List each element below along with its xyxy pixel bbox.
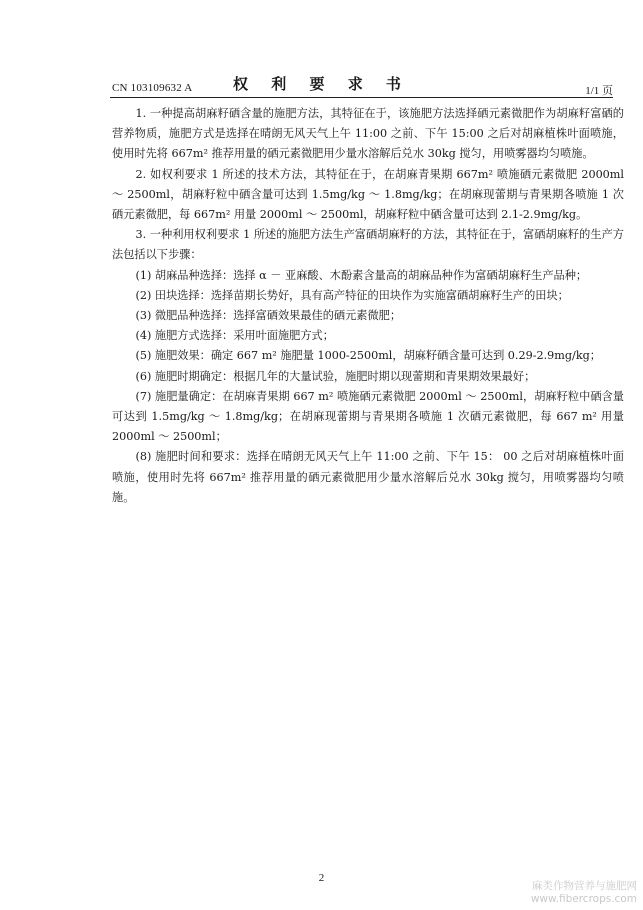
claim-3-step-2: (2) 田块选择：选择苗期长势好，具有高产特征的田块作为实施富硒胡麻籽生产的田块； [135,288,569,302]
claim-3-step-3: (3) 微肥品种选择：选择富硒效果最佳的硒元素微肥； [135,309,402,323]
claim-3-step-6: (6) 施肥时期确定：根据几年的大量试验，施肥时期以现蕾期和青果期效果最好； [135,369,536,383]
patent-number: CN 103109632 A [112,82,193,94]
claim-1: 1. 一种提高胡麻籽硒含量的施肥方法，其特征在于，该施肥方法选择硒元素微肥作为胡麻籽富硒的营养物质，施肥方式是选择在晴朗无风天气上午 11:00 之前、下午 15:00 之后对胡麻植株叶面喷施，使用时先将 667m² 推荐用量的硒元素微肥用少量水溶解后兑水 30kg 搅匀，用喷雾器均匀喷施。 [112,107,624,161]
page-header [0,0,643,100]
page-number: 2 [318,872,325,884]
header-divider [110,97,613,98]
site-watermark [531,880,637,906]
page-title: 权 利 要 求 书 [233,75,410,93]
page-count: 1/1 页 [585,85,613,97]
claim-3-step-1: (1) 胡麻品种选择：选择 α － 亚麻酸、木酚素含量高的胡麻品种作为富硒胡麻籽生产品种； [135,268,588,282]
claim-3: 3. 一种利用权利要求 1 所述的施肥方法生产富硒胡麻籽的方法，其特征在于，富硒胡麻籽的生产方法包括以下步骤： [112,228,624,262]
watermark-site-name: 麻类作物营养与施肥网 [532,880,637,892]
watermark-url: www.fibercrops.com [530,893,637,905]
claim-2: 2. 如权利要求 1 所述的技术方法，其特征在于，在胡麻青果期 667m² 喷施硒元素微肥 2000ml ～ 2500ml，胡麻籽粒中硒含量可达到 1.5mg/kg ～ 1.8mg/kg；在胡麻现蕾期与青果期各喷施 1 次硒元素微肥，每 667m² 用量 2000ml ～ 2500ml，胡麻籽粒中硒含量可达到 2.1-2.9mg/kg。 [112,167,624,222]
claim-3-step-5: (5) 施肥效果：确定 667 m² 施肥量 1000-2500ml，胡麻籽硒含量可达到 0.29-2.9mg/kg； [135,349,601,363]
claim-3-step-7: (7) 施肥量确定：在胡麻青果期 667 m² 喷施硒元素微肥 2000ml ～ 2500ml，胡麻籽粒中硒含量可达到 1.5mg/kg ～ 1.8mg/kg；在胡麻现蕾期与青果期各喷施 1 次硒元素微肥，每 667 m² 用量 2000ml ～ 2500ml； [112,389,624,444]
claims-body [112,104,624,508]
claim-3-step-4: (4) 施肥方式选择：采用叶面施肥方式； [135,329,334,343]
claim-3-step-8: (8) 施肥时间和要求：选择在晴朗无风天气上午 11:00 之前、下午 15： 00 之后对胡麻植株叶面喷施，使用时先将 667m² 推荐用量的硒元素微肥用少量水溶解后兑水 30kg 搅匀，用喷雾器均匀喷施。 [112,450,624,504]
